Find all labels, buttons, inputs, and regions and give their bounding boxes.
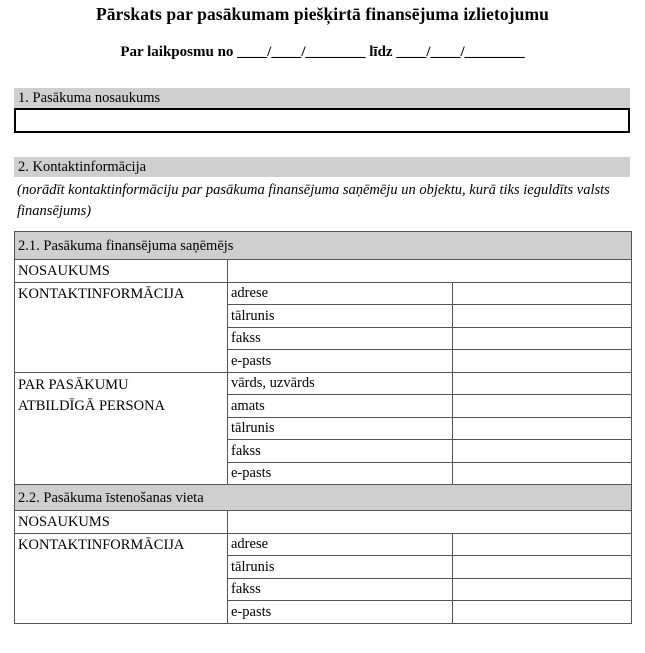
recipient-field-label: tālrunis [228,305,453,328]
subsection-2-2-header: 2.2. Pasākuma īstenošanas vieta [15,485,632,511]
person-name-field[interactable] [453,372,632,395]
person-phone-field[interactable] [453,417,632,440]
event-name-field[interactable] [14,108,630,133]
person-fax-field[interactable] [453,440,632,463]
venue-phone-field[interactable] [453,556,632,579]
venue-name-label: NOSAUKUMS [15,511,228,534]
section-2-note: (norādīt kontaktinformāciju par pasākuma finansējuma saņēmēju un objektu, kurā tiks ieguldīts valsts finansējums) [17,182,610,219]
venue-fax-field[interactable] [453,578,632,601]
contact-table [14,231,632,624]
recipient-email-field[interactable] [453,350,632,373]
venue-address-field[interactable] [453,533,632,556]
recipient-name-label: NOSAUKUMS [15,260,228,283]
venue-email-field[interactable] [453,601,632,624]
person-field-label: vārds, uzvārds [228,372,453,395]
recipient-field-label: adrese [228,282,453,305]
recipient-phone-field[interactable] [453,305,632,328]
venue-field-label: fakss [228,578,453,601]
person-field-label: tālrunis [228,417,453,440]
venue-field-label: e-pasts [228,601,453,624]
person-field-label: amats [228,395,453,418]
person-field-label: fakss [228,440,453,463]
section-1-header: 1. Pasākuma nosaukums [14,88,630,108]
recipient-field-label: fakss [228,327,453,350]
venue-contact-label: KONTAKTINFORMĀCIJA [15,533,228,623]
recipient-fax-field[interactable] [453,327,632,350]
recipient-field-label: e-pasts [228,350,453,373]
person-position-field[interactable] [453,395,632,418]
venue-field-label: tālrunis [228,556,453,579]
subsection-2-1-header: 2.1. Pasākuma finansējuma saņēmējs [15,232,632,260]
responsible-person-label-line2: ATBILDĪGĀ PERSONA [18,397,166,414]
form-title: Pārskats par pasākumam piešķirtā finansējuma izlietojumu [95,4,549,24]
venue-name-field[interactable] [228,511,632,534]
person-email-field[interactable] [453,462,632,485]
recipient-contact-label: KONTAKTINFORMĀCIJA [15,282,228,372]
section-2-header: 2. Kontaktinformācija [14,157,630,177]
venue-field-label: adrese [228,533,453,556]
person-field-label: e-pasts [228,462,453,485]
responsible-person-label-line1: PAR PASĀKUMU [18,376,129,393]
responsible-person-label [15,372,228,485]
recipient-name-field[interactable] [228,260,632,283]
period-line: Par laikposmu no ____/____/________ līdz ____/____/________ [120,44,525,60]
recipient-address-field[interactable] [453,282,632,305]
